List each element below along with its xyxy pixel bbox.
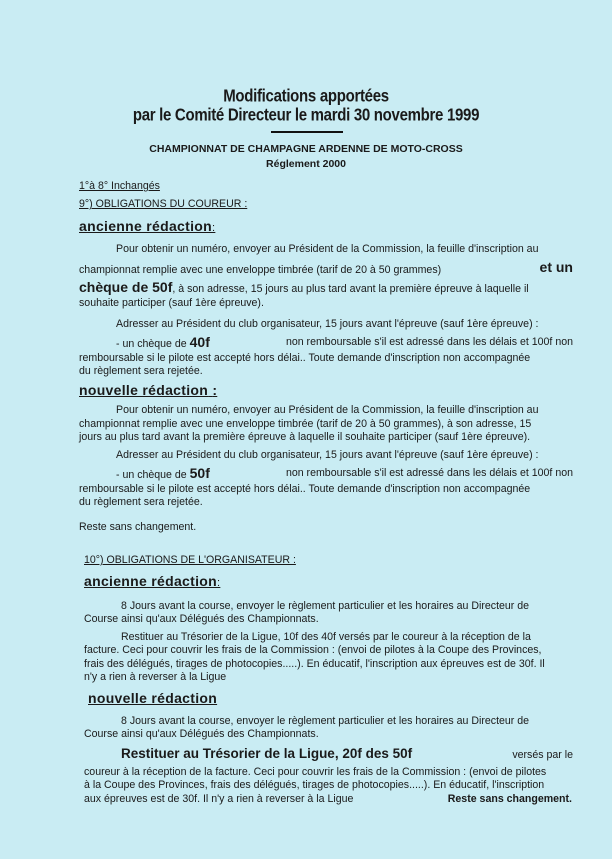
regulation-year: Réglement 2000 (266, 158, 346, 170)
s10-new-p2-line4-text: aux épreuves est de 30f. Il n'y a rien à reverser à la Ligue (84, 793, 354, 805)
heading-colon: : (217, 577, 221, 589)
s10-new-p1-line2: Course ainsi qu'aux Délégués des Championnats. (84, 728, 319, 740)
s9-new-p1-line3: jours au plus tard avant la première épreuve à laquelle il souhaite participer (sauf 1ère épreuve). (79, 431, 531, 443)
section9-old-heading-text: ancienne rédaction (79, 218, 212, 234)
s9-new-p3-line1 (116, 466, 573, 482)
s10-new-p2-line2: coureur à la réception de la facture. Ceci pour couvrir les frais de la Commission : (envoi de pilotes (84, 766, 547, 778)
s9-old-p1-line2-text: championnat remplie avec une enveloppe timbrée (tarif de 20 à 50 grammes) (79, 264, 442, 276)
s9-new-p3-line3: du règlement sera rejetée. (79, 496, 203, 508)
s9-new-p1-line2: championnat remplie avec une enveloppe timbrée (tarif de 20 à 50 grammes), à son adresse, 15 (79, 418, 532, 430)
s9-old-p1-emphasis: et un (539, 259, 573, 275)
section10-old-heading-text: ancienne rédaction (84, 573, 217, 589)
document-title-line2: par le Comité Directeur le mardi 30 novembre 1999 (132, 105, 480, 126)
s10-old-p1-line2: Course ainsi qu'aux Délégués des Championnats. (84, 613, 319, 625)
section9-new-heading (79, 382, 217, 398)
s9-new-p3-rest: non remboursable s'il est adressé dans les délais et 100f non (285, 467, 573, 479)
title-divider (271, 131, 343, 133)
heading-colon: : (212, 222, 216, 234)
s9-old-p1-line3 (79, 280, 529, 296)
s9-new-fee: 50f (189, 465, 210, 481)
championship-title: CHAMPIONNAT DE CHAMPAGNE ARDENNE DE MOTO-CROSS (149, 143, 463, 155)
s9-new-p2: Adresser au Président du club organisateur, 15 jours avant l'épreuve (sauf 1ère épreuve) : (116, 449, 539, 461)
s9-old-p1-line1: Pour obtenir un numéro, envoyer au Président de la Commission, la feuille d'inscription au (116, 243, 539, 255)
section9-title: 9°) OBLIGATIONS DU COUREUR : (79, 198, 248, 210)
s10-new-p1-line1: 8 Jours avant la course, envoyer le règlement particulier et les horaires au Directeur de (121, 715, 530, 727)
s9-old-p3-line3: du règlement sera rejetée. (79, 365, 203, 377)
s9-new-p1-line1: Pour obtenir un numéro, envoyer au Président de la Commission, la feuille d'inscription au (116, 404, 539, 416)
s9-old-cheque-amount: chèque de 50f (79, 279, 173, 295)
s10-new-p2-line1 (121, 747, 573, 762)
s9-old-p1-line3-text: , à son adresse, 15 jours au plus tard avant la première épreuve à laquelle il (172, 283, 529, 295)
s10-old-p2-line2: facture. Ceci pour couvrir les frais de la Commission : (envoi de pilotes à la Coupe des Provinces, (84, 644, 542, 656)
section10-title: 10°) OBLIGATIONS DE L'ORGANISATEUR : (84, 554, 296, 566)
section9-new-heading-text: nouvelle rédaction (79, 382, 209, 398)
s9-old-p1-line2 (79, 259, 573, 277)
section10-new-heading: nouvelle rédaction (88, 690, 218, 706)
s10-unchanged-note: Reste sans changement. (447, 793, 572, 805)
s9-old-p3-line1 (116, 335, 573, 351)
s9-old-p1-line4: souhaite participer (sauf 1ère épreuve). (79, 297, 264, 309)
s10-old-p1-line1: 8 Jours avant la course, envoyer le règlement particulier et les horaires au Directeur de (121, 600, 530, 612)
s9-unchanged-note: Reste sans changement. (79, 521, 197, 533)
s10-new-p2-line4 (84, 792, 572, 806)
s9-new-p3-prefix: - un chèque de (116, 469, 187, 481)
heading-colon: : (212, 382, 218, 398)
unchanged-sections: 1°à 8° Inchangés (79, 180, 160, 192)
s9-old-p2: Adresser au Président du club organisateur, 15 jours avant l'épreuve (sauf 1ère épreuve) : (116, 318, 539, 330)
document-title-line1: Modifications apportées (223, 86, 389, 107)
s10-new-emphasis: Restituer au Trésorier de la Ligue, 20f des 50f (121, 746, 413, 761)
s10-old-p2-line4: n'y a rien à reverser à la Ligue (84, 671, 227, 683)
s9-old-p3-line2: remboursable si le pilote est accepté hors délai.. Toute demande d'inscription non accompagnée (79, 352, 531, 364)
s9-old-fee: 40f (189, 334, 210, 350)
s9-old-p3-rest: non remboursable s'il est adressé dans les délais et 100f non (285, 336, 573, 348)
s10-new-p2-line1-rest: versés par le (512, 749, 573, 761)
s10-old-p2-line3: frais des délégués, tirages de photocopies.....). En éducatif, l'inscription aux épreuves est de 30f. Il (84, 658, 545, 670)
s10-old-p2-line1: Restituer au Trésorier de la Ligue, 10f des 40f versés par le coureur à la réception de la (121, 631, 531, 643)
section9-old-heading (79, 218, 215, 234)
s9-old-p3-prefix: - un chèque de (116, 338, 187, 350)
s10-new-p2-line3: à la Coupe des Provinces, frais des délégués, tirages de photocopies.....). En éducatif, l'inscription (84, 779, 545, 791)
section10-old-heading (84, 573, 220, 589)
s9-new-p3-line2: remboursable si le pilote est accepté hors délai.. Toute demande d'inscription non accompagnée (79, 483, 531, 495)
